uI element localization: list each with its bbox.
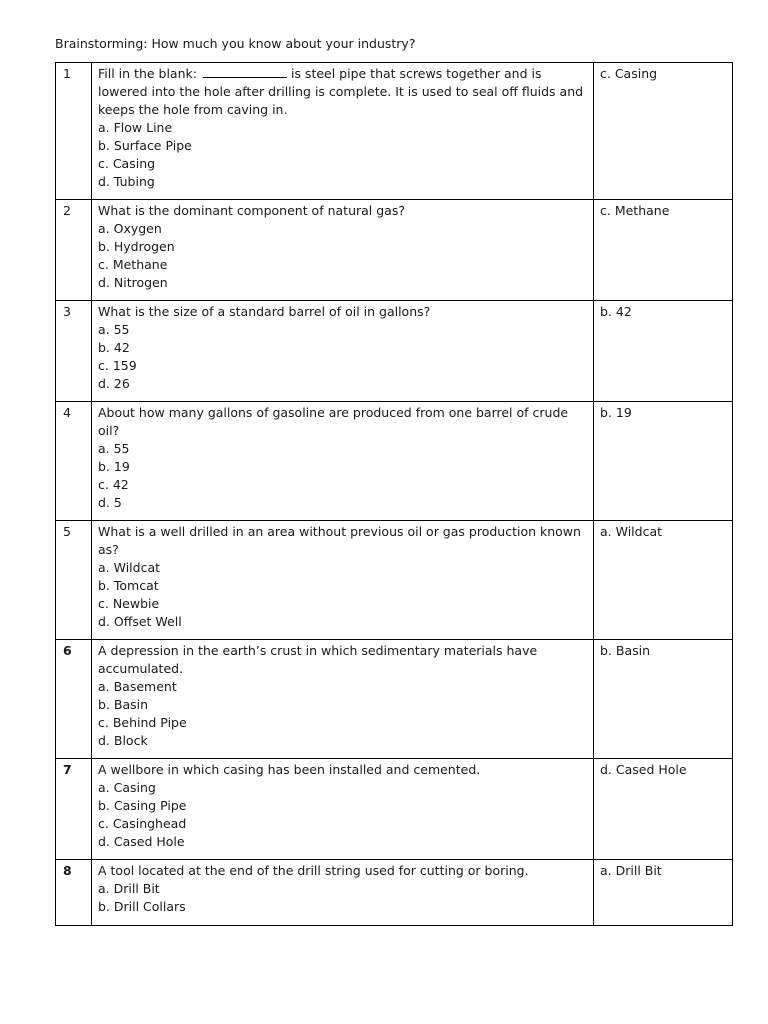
- answer-cell: b. 19: [594, 402, 733, 521]
- option: d. Tubing: [98, 174, 155, 189]
- question-text: [98, 65, 587, 119]
- option: c. Casinghead: [98, 816, 187, 831]
- question-number: 2: [56, 200, 92, 301]
- question-text: What is a well drilled in an area without previous oil or gas production known as?: [98, 524, 581, 557]
- answer-cell: c. Methane: [594, 200, 733, 301]
- question-text-after: is steel pipe that screws together and is lowered into the hole after drilling is complete. It is used to seal off fluids and keeps the hole from caving in.: [98, 66, 584, 117]
- option: a. Drill Bit: [98, 881, 160, 896]
- question-number: 3: [56, 301, 92, 402]
- option: a. Wildcat: [98, 560, 161, 575]
- answer-cell: c. Casing: [594, 63, 733, 200]
- table-row: [56, 759, 733, 860]
- question-cell: [92, 860, 594, 926]
- option: a. 55: [98, 441, 130, 456]
- answer-cell: a. Wildcat: [594, 521, 733, 640]
- question-cell: [92, 63, 594, 200]
- table-row: [56, 860, 733, 926]
- question-text: What is the size of a standard barrel of oil in gallons?: [98, 304, 431, 319]
- option: b. Casing Pipe: [98, 798, 187, 813]
- question-cell: [92, 640, 594, 759]
- option: c. Methane: [98, 257, 168, 272]
- option: c. Casing: [98, 156, 156, 171]
- question-cell: [92, 521, 594, 640]
- question-text: What is the dominant component of natural gas?: [98, 203, 405, 218]
- answer-cell: a. Drill Bit: [594, 860, 733, 926]
- question-text: About how many gallons of gasoline are produced from one barrel of crude oil?: [98, 405, 569, 438]
- question-cell: [92, 759, 594, 860]
- question-number: 5: [56, 521, 92, 640]
- option: d. Block: [98, 733, 148, 748]
- question-cell: [92, 200, 594, 301]
- option: b. Tomcat: [98, 578, 159, 593]
- option: a. 55: [98, 322, 130, 337]
- option: a. Oxygen: [98, 221, 162, 236]
- question-number: 7: [56, 759, 92, 860]
- question-number: 1: [56, 63, 92, 200]
- answer-cell: b. Basin: [594, 640, 733, 759]
- question-number: 4: [56, 402, 92, 521]
- table-row: [56, 402, 733, 521]
- quiz-table: [55, 62, 733, 926]
- option: d. Cased Hole: [98, 834, 185, 849]
- option: c. Behind Pipe: [98, 715, 187, 730]
- option: a. Casing: [98, 780, 156, 795]
- option: b. Basin: [98, 697, 149, 712]
- option: b. Drill Collars: [98, 899, 186, 914]
- question-number: 6: [56, 640, 92, 759]
- question-text: A depression in the earth’s crust in which sedimentary materials have accumulated.: [98, 643, 538, 676]
- option: b. 42: [98, 340, 130, 355]
- answer-cell: d. Cased Hole: [594, 759, 733, 860]
- table-row: [56, 301, 733, 402]
- question-cell: [92, 301, 594, 402]
- table-row: [56, 63, 733, 200]
- answer-cell: b. 42: [594, 301, 733, 402]
- option: c. 159: [98, 358, 137, 373]
- question-cell: [92, 402, 594, 521]
- table-row: [56, 200, 733, 301]
- option: b. Surface Pipe: [98, 138, 192, 153]
- option: a. Basement: [98, 679, 177, 694]
- question-text-before: Fill in the blank:: [98, 66, 197, 81]
- question-text: A wellbore in which casing has been installed and cemented.: [98, 762, 481, 777]
- option: d. Offset Well: [98, 614, 182, 629]
- option: c. Newbie: [98, 596, 160, 611]
- option: d. Nitrogen: [98, 275, 168, 290]
- fill-in-blank: [203, 65, 287, 78]
- question-text: A tool located at the end of the drill string used for cutting or boring.: [98, 863, 529, 878]
- option: a. Flow Line: [98, 120, 173, 135]
- option: d. 26: [98, 376, 130, 391]
- option: d. 5: [98, 495, 122, 510]
- option: b. Hydrogen: [98, 239, 175, 254]
- question-number: 8: [56, 860, 92, 926]
- page-title: Brainstorming: How much you know about your industry?: [55, 36, 416, 51]
- table-row: [56, 521, 733, 640]
- table-row: [56, 640, 733, 759]
- option: b. 19: [98, 459, 130, 474]
- option: c. 42: [98, 477, 129, 492]
